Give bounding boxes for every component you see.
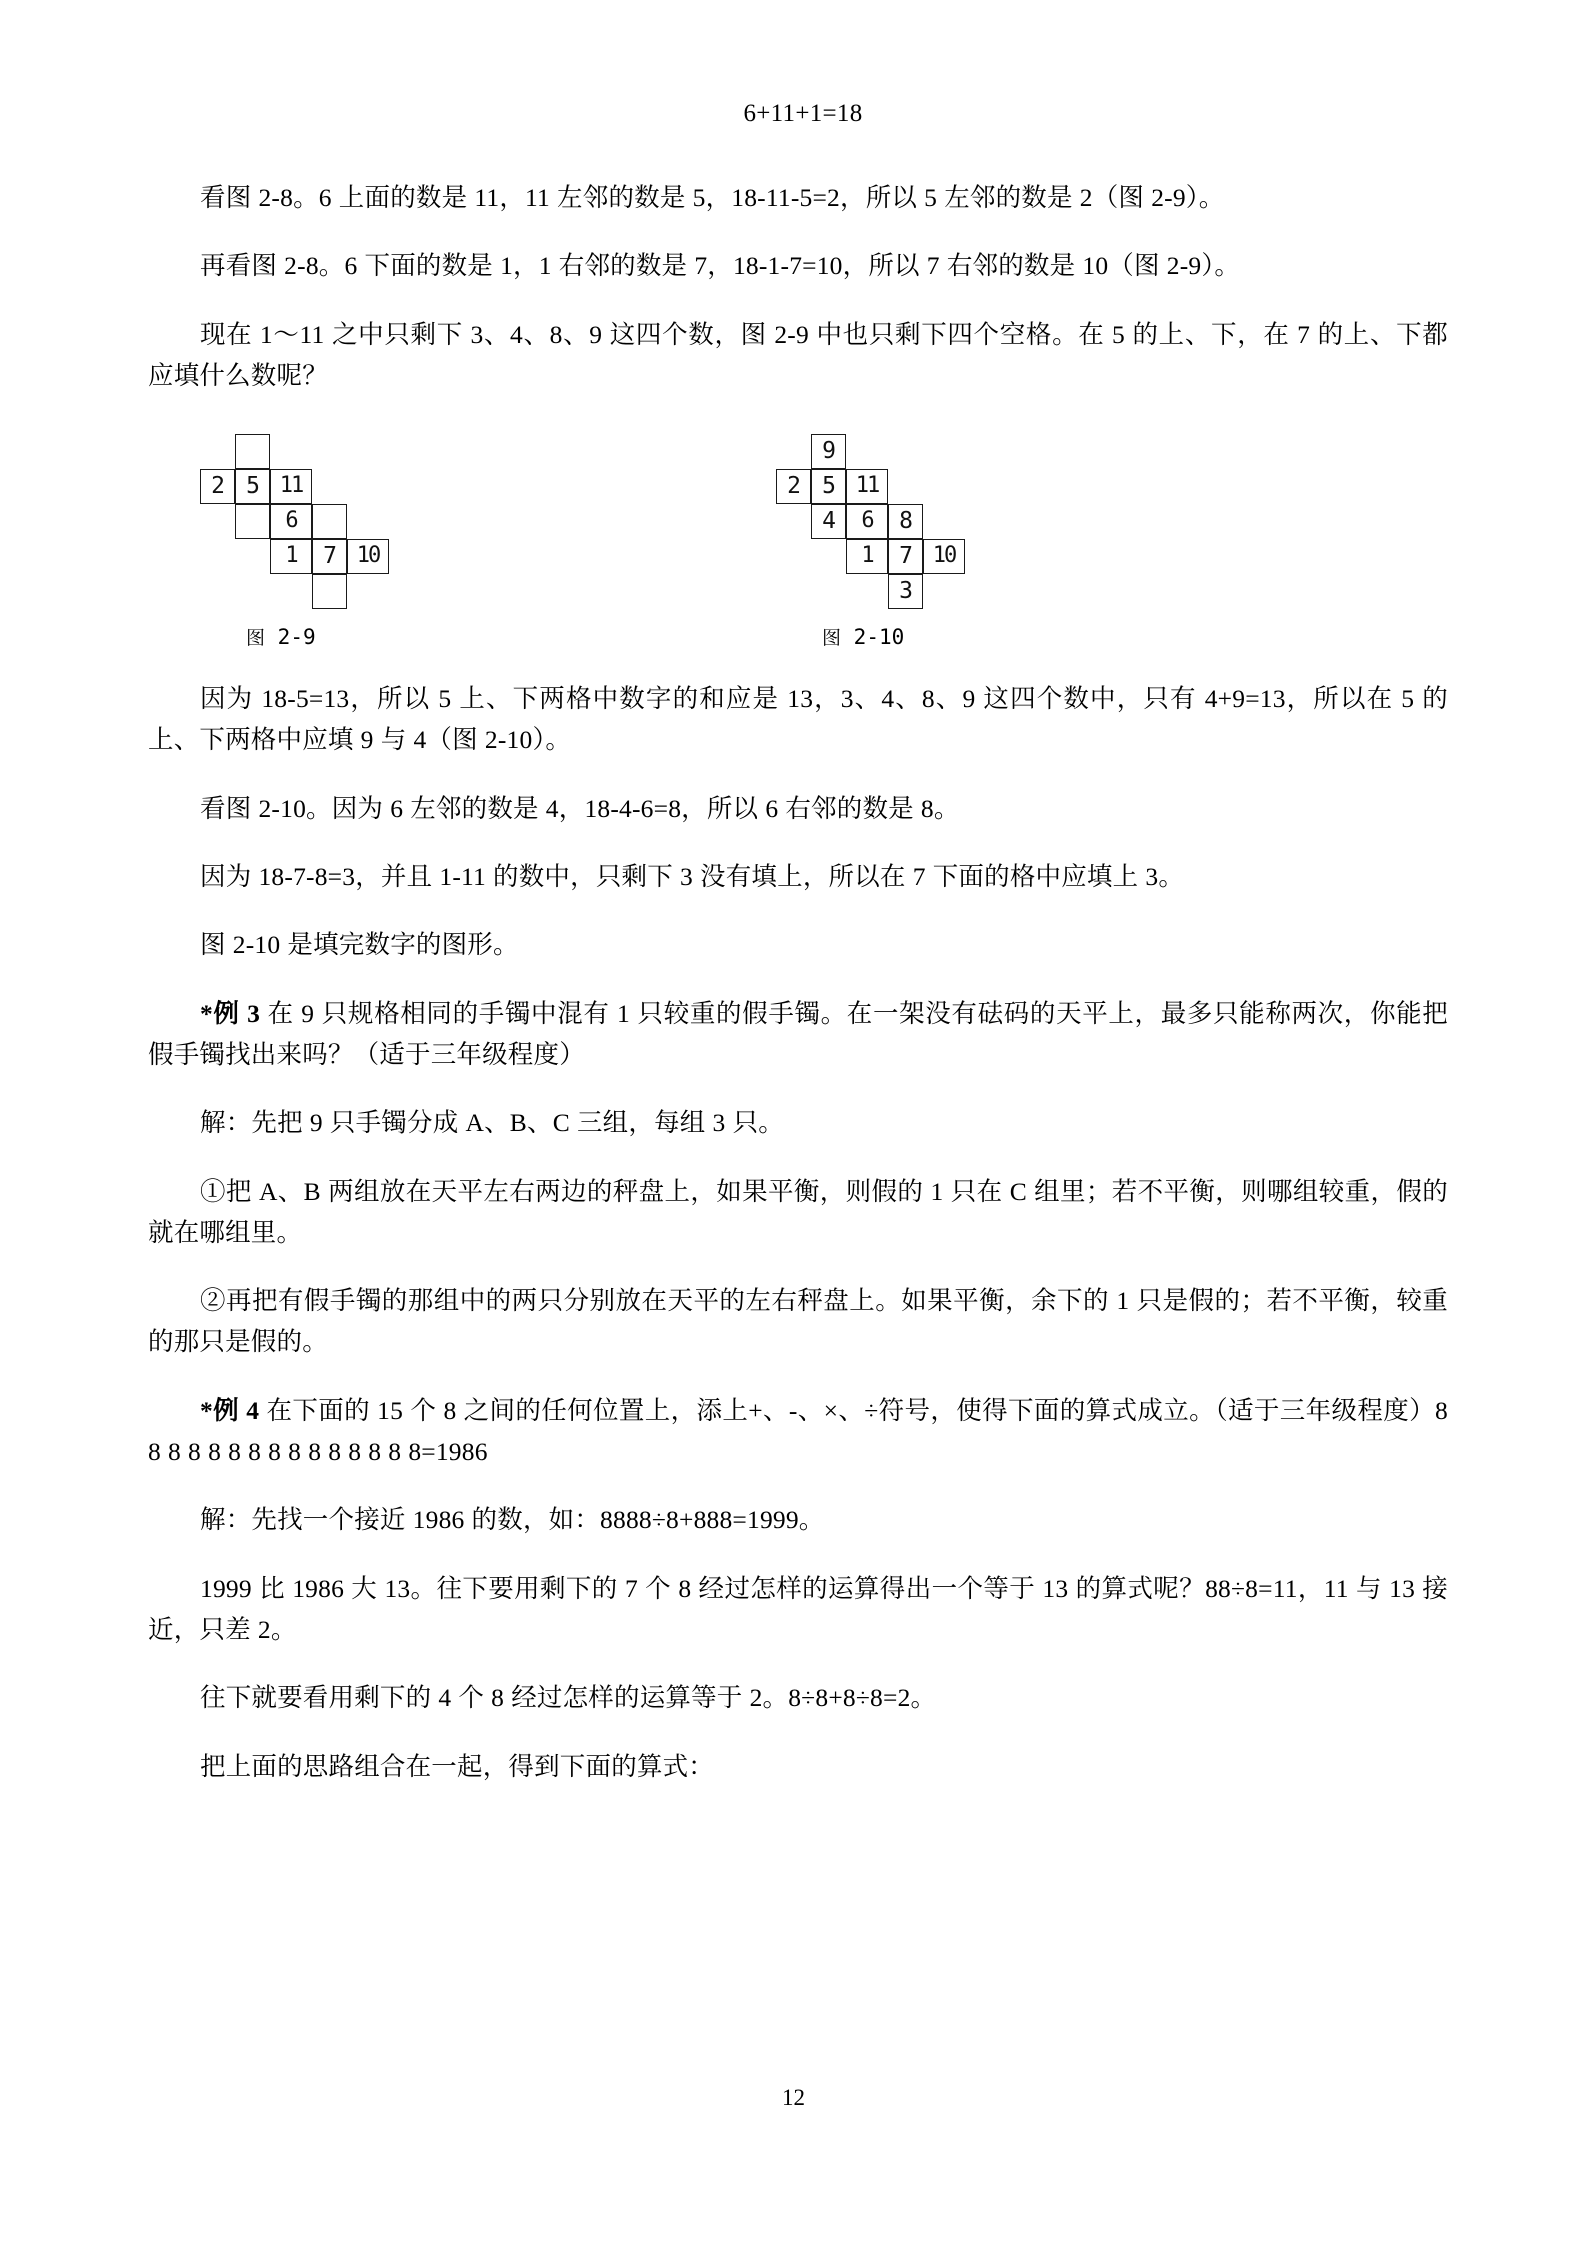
- paragraph-3: 现在 1～11 之中只剩下 3、4、8、9 这四个数，图 2-9 中也只剩下四个空格。在 5 的上、下，在 7 的上、下都应填什么数呢？: [148, 319, 1448, 390]
- grid-cell: 1: [846, 539, 888, 574]
- paragraph-6: 因为 18-7-8=3，并且 1-11 的数中，只剩下 3 没有填上，所以在 7 下面的格中应填上 3。: [200, 862, 1185, 892]
- figure-caption-label: 图: [246, 627, 266, 650]
- grid-cell: 5: [235, 469, 270, 504]
- grid-cell: 8: [888, 504, 923, 539]
- grid-cell: 10: [923, 539, 965, 574]
- figure-2-10-caption: [822, 623, 951, 650]
- grid-cell: [235, 434, 270, 469]
- paragraph-13: 解：先找一个接近 1986 的数，如：8888÷8+888=1999。: [200, 1505, 825, 1535]
- top-equation: 6+11+1=18: [743, 100, 863, 127]
- figure-2-9: [200, 434, 380, 650]
- grid-cell: 3: [888, 574, 923, 609]
- figure-caption-number: 2-10: [853, 625, 905, 650]
- paragraph-10: ①把 A、B 两组放在天平左右两边的秤盘上，如果平衡，则假的 1 只在 C 组里；若不平衡，则哪组较重，假的就在哪组里。: [148, 1176, 1448, 1247]
- page-content: [148, 96, 1448, 1814]
- figure-2-9-grid: [200, 434, 380, 609]
- paragraph-5: 看图 2-10。因为 6 左邻的数是 4，18-4-6=8，所以 6 右邻的数是 8。: [200, 793, 960, 823]
- figure-2-9-caption: [246, 623, 375, 650]
- example-3-paragraph: [148, 993, 1448, 1076]
- example-3-marker: *例 3: [200, 998, 261, 1028]
- paragraph-7: 图 2-10 是填完数字的图形。: [200, 930, 519, 960]
- grid-cell: 6: [846, 504, 888, 539]
- example-3-text: 在 9 只规格相同的手镯中混有 1 只较重的假手镯。在一架没有砝码的天平上，最多只能称两次，你能把假手镯找出来吗？（适于三年级程度）: [148, 998, 1448, 1069]
- grid-cell: 2: [200, 469, 235, 504]
- grid-cell: 2: [776, 469, 811, 504]
- grid-cell: 11: [846, 469, 888, 504]
- example-4-text: 在下面的 15 个 8 之间的任何位置上，添上+、-、×、÷符号，使得下面的算式成立。（适于三年级程度）8 8 8 8 8 8 8 8 8 8 8 8 8 8 8=1986: [148, 1395, 1448, 1467]
- grid-cell: [312, 504, 347, 539]
- figure-row: [148, 434, 1448, 650]
- paragraph-11: ②再把有假手镯的那组中的两只分别放在天平的左右秤盘上。如果平衡，余下的 1 只是假的；若不平衡，较重的那只是假的。: [148, 1286, 1448, 1357]
- grid-cell: [235, 504, 270, 539]
- figure-caption-label: 图: [822, 627, 842, 650]
- paragraph-14: 1999 比 1986 大 13。往下要用剩下的 7 个 8 经过怎样的运算得出一个等于 13 的算式呢？88÷8=11，11 与 13 接近，只差 2。: [148, 1573, 1448, 1644]
- paragraph-15: 往下就要看用剩下的 4 个 8 经过怎样的运算等于 2。8÷8+8÷8=2。: [200, 1683, 937, 1713]
- example-4-marker: *例 4: [200, 1395, 260, 1425]
- grid-cell: 4: [811, 504, 846, 539]
- figure-2-10-grid: [776, 434, 956, 609]
- paragraph-1: 看图 2-8。6 上面的数是 11，11 左邻的数是 5，18-11-5=2，所以 5 左邻的数是 2（图 2-9）。: [200, 183, 1225, 212]
- grid-cell: 1: [270, 539, 312, 574]
- paragraph-16: 把上面的思路组合在一起，得到下面的算式：: [200, 1751, 715, 1781]
- page-number: 12: [782, 2085, 805, 2110]
- paragraph-4: 因为 18-5=13，所以 5 上、下两格中数字的和应是 13，3、4、8、9 这四个数中，只有 4+9=13，所以在 5 的上、下两格中应填 9 与 4（图 2-10）。: [148, 684, 1448, 755]
- grid-cell: [312, 574, 347, 609]
- grid-cell: 9: [811, 434, 846, 469]
- paragraph-2: 再看图 2-8。6 下面的数是 1，1 右邻的数是 7，18-1-7=10，所以 7 右邻的数是 10（图 2-9）。: [200, 251, 1241, 281]
- figure-2-10: [776, 434, 956, 650]
- grid-cell: 5: [811, 469, 846, 504]
- figure-caption-number: 2-9: [277, 625, 316, 650]
- paragraph-9: 解：先把 9 只手镯分成 A、B、C 三组，每组 3 只。: [200, 1108, 784, 1138]
- grid-cell: 11: [270, 469, 312, 504]
- example-4-paragraph: [148, 1390, 1448, 1473]
- grid-cell: 7: [312, 539, 347, 574]
- grid-cell: 10: [347, 539, 389, 574]
- grid-cell: 7: [888, 539, 923, 574]
- grid-cell: 6: [270, 504, 312, 539]
